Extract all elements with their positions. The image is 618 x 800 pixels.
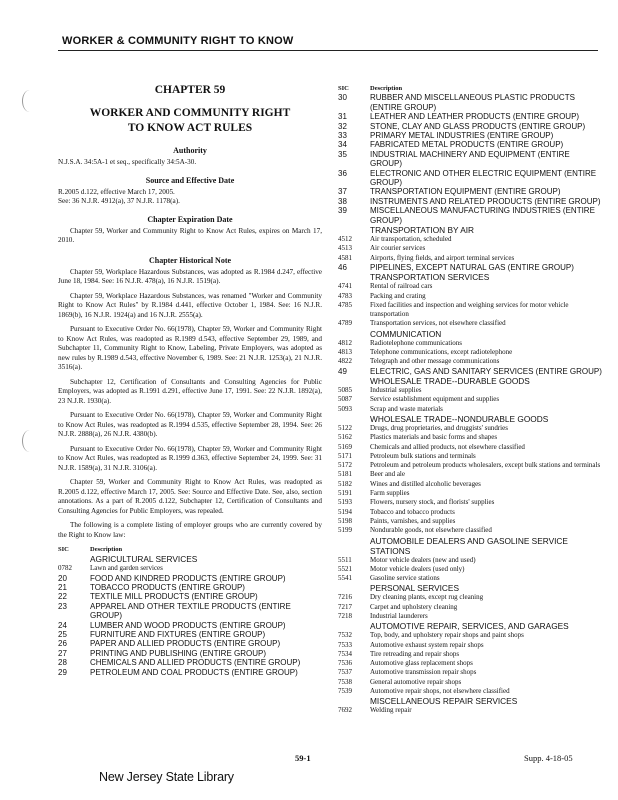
table-row [338, 565, 602, 574]
sic-description: PRINTING AND PUBLISHING (ENTIRE GROUP) [90, 648, 267, 658]
authority-text: N.J.S.A. 34:5A-1 et seq., specifically 34:5A-30. [58, 158, 197, 166]
sic-code: 35 [338, 149, 347, 159]
table-row [338, 650, 602, 659]
table-row [58, 639, 322, 648]
sic-description: Airports, flying fields, and airport terminal services [370, 253, 515, 262]
running-header: WORKER & COMMUNITY RIGHT TO KNOW [62, 35, 294, 47]
sic-description: Nondurable goods, not elsewhere classified [370, 526, 492, 535]
page-number: 59-1 [295, 753, 311, 763]
table-row [338, 556, 602, 565]
sic-description: FURNITURE AND FIXTURES (ENTIRE GROUP) [90, 630, 266, 640]
sic-code: 26 [58, 639, 67, 649]
sic-code: 34 [338, 140, 347, 150]
sic-code: 5193 [338, 498, 352, 507]
section-heading: TRANSPORTATION SERVICES [370, 272, 490, 283]
sic-code: 5191 [338, 489, 352, 498]
header-rule [58, 50, 598, 51]
section-heading: AUTOMOTIVE REPAIR, SERVICES, AND GARAGES [370, 621, 569, 632]
table-row [338, 197, 602, 206]
sic-code: 4813 [338, 348, 352, 357]
table-row [338, 668, 602, 677]
sic-code: 39 [338, 206, 347, 216]
sic-code: 46 [338, 262, 347, 272]
table-row [338, 169, 602, 188]
chapter-number: CHAPTER 59 [154, 84, 226, 96]
table-row [338, 348, 602, 357]
table-row [338, 631, 602, 640]
table-row [338, 508, 602, 517]
table-row [338, 150, 602, 169]
binder-hole-mark [22, 90, 37, 112]
table-row [338, 498, 602, 507]
table-row [338, 131, 602, 140]
sic-code: 23 [58, 601, 67, 611]
sic-description: PRIMARY METAL INDUSTRIES (ENTIRE GROUP) [370, 130, 554, 140]
sic-code: 4812 [338, 338, 352, 347]
chapter-title-line: WORKER AND COMMUNITY RIGHT [89, 107, 291, 119]
sic-code: 31 [338, 112, 347, 122]
supplement-date: Supp. 4-18-05 [524, 753, 573, 763]
sic-code: 4513 [338, 244, 352, 253]
table-row [338, 254, 602, 263]
source-heading: Source and Effective Date [145, 175, 235, 185]
sic-code: 7536 [338, 659, 352, 668]
section-heading: AUTOMOBILE DEALERS AND GASOLINE SERVICE STATIONS [370, 535, 568, 556]
sic-code: 29 [58, 667, 67, 677]
history-paragraph: Chapter 59, Workplace Hazardous Substances, was adopted as R.1984 d.247, effective June 18, 1984. See: 16 N.J.R. 478(a), 16 N.J.R. 1519(a). [58, 267, 322, 285]
sic-description: Beer and ale [370, 470, 405, 479]
table-row [58, 574, 322, 583]
table-row [338, 526, 602, 535]
expiration-heading: Chapter Expiration Date [147, 214, 233, 224]
table-row [338, 244, 602, 253]
sic-code: 4741 [338, 282, 352, 291]
history-paragraph: Pursuant to Executive Order No. 66(1978), Chapter 59, Worker and Community Right to Know Act Rules, was readopted as R.1999 d.363, effective September 24, 1999. See: 31 N.J.R. 1589(a), 31 N.J.R. 3106(a). [58, 444, 322, 472]
table-row [338, 706, 602, 715]
sic-code: 5181 [338, 470, 352, 479]
history-paragraph: Chapter 59, Worker and Community Right to Know Act Rules, was readopted as R.2005 d.122, effective March 17, 2005. See: Source and Effective Date. See, also, section annotations. As a part of R.2005 d.122, Subchapter 12, Certification of Consultants and Consulting Agencies for Public Employers, was repealed. [58, 478, 322, 515]
section-heading: AGRICULTURAL SERVICES [90, 554, 198, 565]
table-row [338, 489, 602, 498]
sic-description: PIPELINES, EXCEPT NATURAL GAS (ENTIRE GROUP) [370, 262, 574, 272]
sic-code: 5194 [338, 507, 352, 516]
table-row [58, 592, 322, 601]
table-header [338, 84, 602, 93]
table-row [338, 574, 602, 583]
sic-code: 5511 [338, 555, 352, 564]
table-row [338, 93, 602, 112]
history-paragraph: Subchapter 12, Certification of Consultants and Consulting Agencies for Public Employers, was adopted as R.1991 d.291, effective June 17, 1991. See: 22 N.J.R. 1892(a), 23 N.J.R. 1930(a). [58, 377, 322, 405]
sic-description: Automotive exhaust system repair shops [370, 640, 484, 649]
sic-code: 36 [338, 168, 347, 178]
table-row [338, 140, 602, 149]
table-row [58, 668, 322, 677]
section-heading: WHOLESALE TRADE--DURABLE GOODS [370, 376, 530, 387]
sic-code: 49 [338, 366, 347, 376]
source-text: See: 36 N.J.R. 4912(a), 37 N.J.R. 1178(a). [58, 197, 180, 205]
section-heading: PERSONAL SERVICES [370, 583, 459, 594]
sic-description: Flowers, nursery stock, and florists' supplies [370, 498, 495, 507]
chapter-title-line: TO KNOW ACT RULES [127, 122, 253, 134]
sic-code: 5093 [338, 404, 352, 413]
sic-description: Packing and crating [370, 291, 426, 300]
history-paragraph: Chapter 59, Workplace Hazardous Substances, was renamed "Worker and Community Right to Know Act Rules" by R.1984 d.441, effective October 1, 1984. See: 16 N.J.R. 1869(b), 16 N.J.R. 1924(a) and 16 N.J.R. 2555(a). [58, 291, 322, 319]
sic-code: 4785 [338, 300, 352, 309]
table-row [338, 292, 602, 301]
table-row [338, 395, 602, 404]
table-row [58, 583, 322, 592]
sic-code: 7539 [338, 687, 352, 696]
right-column [338, 84, 602, 716]
sic-description: Gasoline service stations [370, 574, 440, 583]
table-row [338, 235, 602, 244]
table-row [338, 443, 602, 452]
table-row [338, 301, 602, 320]
sic-code: 4783 [338, 291, 352, 300]
sic-description: LEATHER AND LEATHER PRODUCTS (ENTIRE GROUP) [370, 112, 580, 122]
sic-code: 7538 [338, 677, 352, 686]
sic-description: Tobacco and tobacco products [370, 507, 455, 516]
sic-code: 28 [58, 658, 67, 668]
sic-description: Drugs, drug proprietaries, and druggists' sundries [370, 423, 508, 432]
table-row [58, 602, 322, 621]
sic-description: Carpet and upholstery cleaning [370, 602, 458, 611]
sic-description: FOOD AND KINDRED PRODUCTS (ENTIRE GROUP) [90, 573, 286, 583]
chapter-title [58, 106, 322, 136]
table-row [338, 612, 602, 621]
sic-description: INDUSTRIAL MACHINERY AND EQUIPMENT (ENTIRE GROUP) [370, 149, 570, 169]
sic-description: FABRICATED METAL PRODUCTS (ENTIRE GROUP) [370, 140, 564, 150]
sic-description: Transportation services, not elsewhere classified [370, 319, 506, 328]
sic-description: Radiotelephone communications [370, 338, 462, 347]
sic-description: Farm supplies [370, 489, 410, 498]
sic-description: Telegraph and other message communications [370, 357, 500, 366]
table-row [338, 424, 602, 433]
section-heading: TRANSPORTATION BY AIR [370, 224, 475, 235]
sic-description: General automotive repair shops [370, 677, 462, 686]
table-row [338, 122, 602, 131]
sic-description: Wines and distilled alcoholic beverages [370, 479, 481, 488]
sic-description: Welding repair [370, 706, 412, 715]
table-row [338, 187, 602, 196]
sic-code: 5199 [338, 526, 352, 535]
sic-code: 33 [338, 130, 347, 140]
table-row [338, 517, 602, 526]
history-paragraph: The following is a complete listing of employer groups who are currently covered by the Right to Know law: [58, 521, 322, 539]
sic-column-header: SIC [338, 85, 349, 92]
sic-description: Petroleum and petroleum products wholesalers, except bulk stations and terminals [370, 461, 601, 470]
sic-code: 5541 [338, 574, 352, 583]
sic-description: Air transportation, scheduled [370, 234, 452, 243]
table-row [338, 433, 602, 442]
table-row [338, 659, 602, 668]
sic-code: 27 [58, 648, 67, 658]
sic-code: 21 [58, 583, 67, 592]
sic-code: 5169 [338, 442, 352, 451]
history-notes [58, 268, 322, 541]
sic-code: 4581 [338, 253, 352, 262]
authority-heading: Authority [173, 146, 207, 155]
sic-description: Scrap and waste materials [370, 404, 443, 413]
table-row [338, 678, 602, 687]
sic-code: 25 [58, 630, 67, 640]
sic-description: Motor vehicle dealers (used only) [370, 564, 465, 573]
sic-code: 5087 [338, 395, 352, 404]
sic-column-header: SIC [58, 546, 69, 553]
history-heading: Chapter Historical Note [148, 255, 232, 265]
table-row [58, 649, 322, 658]
sic-description: Automotive transmission repair shops [370, 668, 477, 677]
left-column [58, 84, 322, 677]
sic-description: STONE, CLAY AND GLASS PRODUCTS (ENTIRE GROUP) [370, 121, 586, 131]
sic-description: Industrial launderers [370, 612, 428, 620]
sic-list [338, 93, 602, 715]
sic-list [58, 564, 322, 677]
history-paragraph: Pursuant to Executive Order No. 66(1978), Chapter 59, Worker and Community Right to Know Act Rules, was readopted as R.1989 d.543, effective September 29, 1989, and Subchapter 11, Community Right to Know, Labeling, Private Employers, was adopted as new rules by R.1989 d.543, effective November 6, 1989. See: 21 N.J.R. 1253(a), 21 N.J.R. 3516(a). [58, 325, 322, 371]
sic-description: Top, body, and upholstery repair shops and paint shops [370, 631, 524, 640]
sic-description: Dry cleaning plants, except rug cleaning [370, 593, 484, 602]
sic-description: Petroleum bulk stations and terminals [370, 451, 476, 460]
table-row [338, 603, 602, 612]
sic-description: Motor vehicle dealers (new and used) [370, 555, 476, 564]
history-paragraph: Pursuant to Executive Order No. 66(1978), Chapter 59, Worker and Community Right to Know Act Rules, was readopted as R.1994 d.535, effective September 28, 1994. See: 26 N.J.R. 2888(a), 26 N.J.R. 4380(b). [58, 411, 322, 438]
table-row [338, 480, 602, 489]
sic-description: Fixed facilities and inspection and weighing services for motor vehicle transportation [370, 300, 569, 319]
sic-description: CHEMICALS AND ALLIED PRODUCTS (ENTIRE GROUP) [90, 658, 301, 668]
sic-code: 7534 [338, 649, 352, 658]
table-row [338, 641, 602, 650]
table-row [338, 470, 602, 479]
sic-description: LUMBER AND WOOD PRODUCTS (ENTIRE GROUP) [90, 620, 286, 630]
sic-code: 5162 [338, 433, 352, 442]
sic-code: 5198 [338, 516, 352, 525]
sic-code: 30 [338, 93, 347, 103]
table-row [338, 357, 602, 366]
table-row [338, 319, 602, 328]
sic-code: 37 [338, 187, 347, 197]
table-row [338, 687, 602, 696]
sic-code: 32 [338, 121, 347, 131]
binder-hole-mark [22, 430, 37, 452]
section-heading: MISCELLANEOUS REPAIR SERVICES [370, 696, 518, 707]
sic-description: MISCELLANEOUS MANUFACTURING INDUSTRIES (ENTIRE GROUP) [370, 206, 595, 225]
table-row [58, 630, 322, 639]
description-column-header: Description [370, 85, 403, 92]
sic-description: APPAREL AND OTHER TEXTILE PRODUCTS (ENTIRE GROUP) [90, 601, 291, 621]
table-row [338, 461, 602, 470]
sic-code: 7216 [338, 593, 352, 602]
source-text: R.2005 d.122, effective March 17, 2005. [58, 187, 175, 196]
sic-code: 7218 [338, 612, 352, 620]
sic-description: ELECTRONIC AND OTHER ELECTRIC EQUIPMENT (ENTIRE GROUP) [370, 168, 597, 187]
sic-description: TOBACCO PRODUCTS (ENTIRE GROUP) [90, 583, 245, 592]
table-row [338, 282, 602, 291]
sic-code: 7532 [338, 631, 352, 640]
sic-description: Lawn and garden services [90, 564, 163, 573]
sic-description: TEXTILE MILL PRODUCTS (ENTIRE GROUP) [90, 592, 258, 602]
sic-description: Plastics materials and basic forms and shapes [370, 433, 498, 442]
sic-code: 5085 [338, 386, 352, 395]
table-row [338, 112, 602, 121]
sic-description: Service establishment equipment and supplies [370, 395, 500, 404]
sic-code: 0782 [58, 564, 72, 573]
table-row [58, 564, 322, 573]
sic-code: 4822 [338, 357, 352, 366]
table-row [58, 621, 322, 630]
table-row [338, 405, 602, 414]
sic-code: 5172 [338, 461, 352, 470]
table-row [338, 386, 602, 395]
sic-description: Telephone communications, except radiotelephone [370, 348, 513, 357]
table-row [58, 658, 322, 667]
sic-description: Air courier services [370, 244, 426, 253]
sic-code: 7537 [338, 668, 352, 677]
sic-description: Chemicals and allied products, not elsewhere classified [370, 442, 525, 451]
sic-code: 5122 [338, 423, 352, 432]
sic-code: 4512 [338, 234, 352, 243]
sic-description: PAPER AND ALLIED PRODUCTS (ENTIRE GROUP) [90, 639, 281, 649]
sic-description: INSTRUMENTS AND RELATED PRODUCTS (ENTIRE GROUP) [370, 196, 601, 206]
sic-code: 38 [338, 196, 347, 206]
table-row [338, 206, 602, 225]
table-row [338, 452, 602, 461]
section-heading: COMMUNICATION [370, 328, 442, 339]
library-stamp: New Jersey State Library [99, 770, 234, 784]
sic-description: Automotive glass replacement shops [370, 659, 473, 668]
sic-description: Paints, varnishes, and supplies [370, 516, 456, 525]
sic-code: 5182 [338, 479, 352, 488]
sic-code: 5171 [338, 451, 352, 460]
sic-code: 4789 [338, 319, 352, 328]
sic-code: 7217 [338, 602, 352, 611]
sic-description: TRANSPORTATION EQUIPMENT (ENTIRE GROUP) [370, 187, 561, 197]
sic-description: Industrial supplies [370, 386, 422, 395]
sic-description: ELECTRIC, GAS AND SANITARY SERVICES (ENTIRE GROUP) [370, 366, 602, 376]
sic-description: PETROLEUM AND COAL PRODUCTS (ENTIRE GROUP) [90, 667, 298, 677]
sic-code: 24 [58, 620, 67, 630]
sic-code: 7533 [338, 640, 352, 649]
table-row [338, 367, 602, 376]
section-heading: WHOLESALE TRADE--NONDURABLE GOODS [370, 413, 549, 424]
sic-description: Automotive repair shops, not elsewhere classified [370, 687, 510, 696]
table-row [338, 593, 602, 602]
sic-description: RUBBER AND MISCELLANEOUS PLASTIC PRODUCTS (ENTIRE GROUP) [370, 93, 575, 112]
sic-description: Tire retreading and repair shops [370, 649, 460, 658]
sic-code: 7692 [338, 706, 352, 715]
sic-code: 22 [58, 592, 67, 602]
sic-code: 5521 [338, 564, 352, 573]
description-column-header: Description [90, 546, 123, 553]
table-row [338, 339, 602, 348]
expiration-text: Chapter 59, Worker and Community Right to Know Act Rules, expires on March 17, 2010. [58, 226, 322, 244]
table-header [58, 545, 322, 554]
sic-description: Rental of railroad cars [370, 282, 433, 291]
table-row [338, 263, 602, 272]
sic-code: 20 [58, 573, 67, 583]
